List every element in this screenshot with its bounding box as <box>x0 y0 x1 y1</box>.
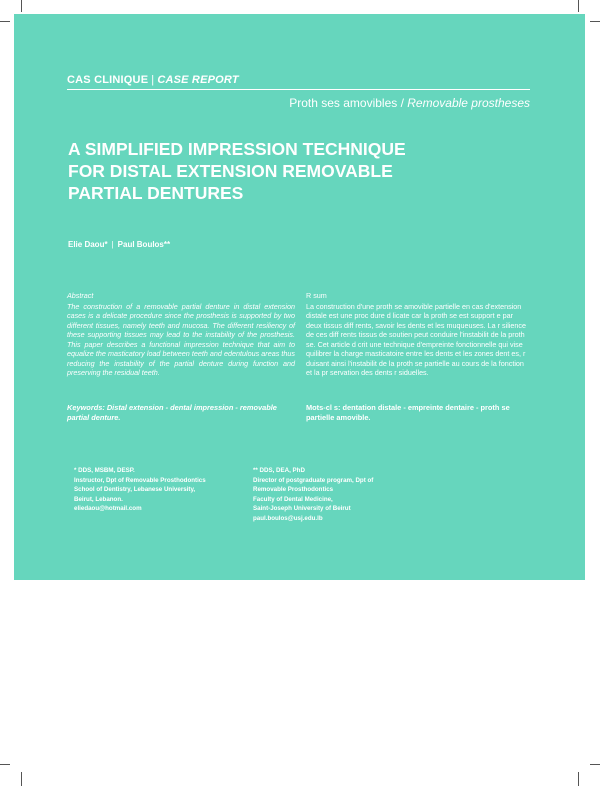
affiliation-email[interactable]: paul.boulos@usj.edu.lb <box>253 514 323 522</box>
section-label <box>289 96 530 110</box>
affiliation-line: Director of postgraduate program, Dpt of <box>253 476 374 484</box>
abstract-heading: Abstract <box>67 291 94 300</box>
affiliation-line: * DDS, MSBM, DESP. <box>74 467 135 474</box>
author-first: Elie Daou* <box>68 240 108 249</box>
crop-mark <box>0 764 10 765</box>
resume-heading: R sum <box>306 291 327 300</box>
header-separator: | <box>151 74 155 86</box>
affiliation-author2 <box>253 466 373 523</box>
header-rule <box>67 89 530 90</box>
title-line: FOR DISTAL EXTENSION REMOVABLE <box>68 161 393 181</box>
author-second: Paul Boulos** <box>117 240 171 249</box>
report-label: CASE REPORT <box>157 74 239 86</box>
crop-mark <box>21 772 22 786</box>
affiliation-line: School of Dentistry, Lebanese University, <box>74 486 196 493</box>
affiliation-line: Faculty of Dental Medicine, <box>253 495 333 503</box>
crop-mark <box>0 21 10 22</box>
resume-text: La construction d'une proth se amovible partielle en cas d'extension distale est une proc dure d licate car la proth se est support e par deux tissus diff rents, savoir les dents et les muqueuses. La r silience de ces diff rents tissus de soutien peut conduire l'instabilit de la proth se. Cet article d crit une technique d'empreinte fonctionnelle qui vise quilibrer la charge masticatoire entre les dents et les zones dent es, r duisant ainsi l'instabilit de la proth se partielle au cours de la fonction et la pr servation des dents r siduelles. <box>306 301 526 377</box>
section-slash: / <box>397 96 408 110</box>
affiliation-line: ** DDS, DEA, PhD <box>253 467 305 474</box>
crop-mark <box>578 772 579 786</box>
section-english: Removable prostheses <box>407 96 530 110</box>
affiliation-author1 <box>74 466 206 514</box>
affiliation-line: Beirut, Lebanon. <box>74 495 123 503</box>
crop-mark <box>590 764 600 765</box>
crop-mark <box>578 0 579 12</box>
crop-mark <box>21 0 22 12</box>
journal-section: CAS CLINIQUE <box>67 74 149 86</box>
resume <box>306 291 530 378</box>
affiliation-line: Removable Prosthodontics <box>253 486 334 493</box>
title-line: PARTIAL DENTURES <box>68 183 244 203</box>
section-french: Proth ses amovibles <box>289 96 398 110</box>
resume-keywords: Mots-cl s: dentation distale - empreinte dentaire - proth se partielle amovible. <box>306 403 510 422</box>
abstract-text: The construction of a removable partial denture in distal extension cases is a delicate procedure since the prosthesis is supported by two different tissues, namely teeth and mucosa. The different resiliency of these supporting tissues may lead to the instability of the prosthesis. This paper describes a functional impression technique that aim to equalize the masticatory load between teeth and edentulous areas thus reducing the instability of the partial denture during function and preserving the residual teeth. <box>67 301 295 377</box>
abstract <box>67 291 295 378</box>
authors <box>68 240 170 249</box>
author-separator: | <box>111 240 114 249</box>
title-line: A SIMPLIFIED IMPRESSION TECHNIQUE <box>68 139 406 159</box>
affiliation-line: Instructor, Dpt of Removable Prosthodontics <box>74 476 206 484</box>
affiliation-line: Saint-Joseph University of Beirut <box>253 505 351 512</box>
affiliation-email[interactable]: eliedaou@hotmail.com <box>74 505 142 512</box>
abstract-keywords: Keywords: Distal extension - dental impression - removable partial denture. <box>67 403 277 422</box>
journal-header <box>67 74 239 86</box>
crop-mark <box>590 21 600 22</box>
article-title <box>68 138 488 204</box>
